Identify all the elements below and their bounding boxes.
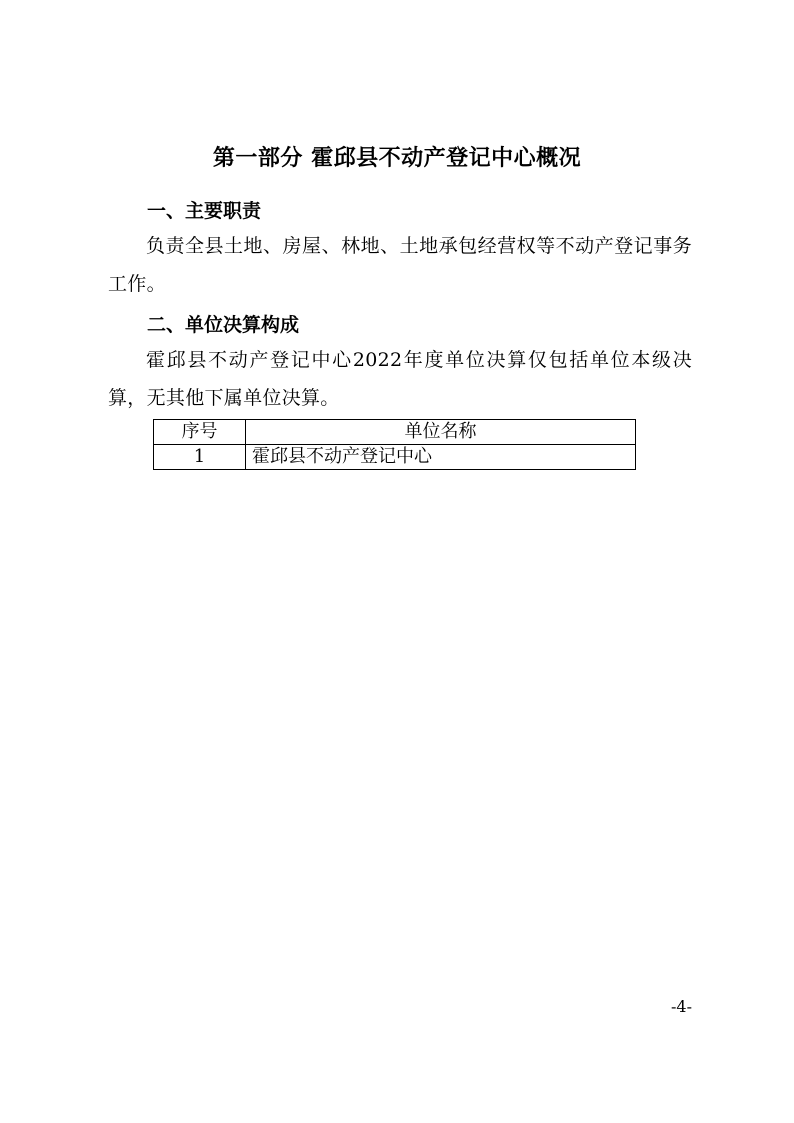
section-body-budget-composition: 霍邱县不动产登记中心2022年度单位决算仅包括单位本级决算，无其他下属单位决算。 — [108, 349, 692, 409]
column-header-unit-name: 单位名称 — [246, 420, 636, 445]
table-row — [154, 445, 636, 470]
page-number: -4- — [671, 997, 692, 1016]
section-body-main-duties: 负责全县土地、房屋、林地、土地承包经营权等不动产登记事务工作。 — [108, 235, 692, 295]
section-heading-main-duties: 一、主要职责 — [147, 200, 262, 222]
section-heading-budget-composition: 二、单位决算构成 — [147, 314, 300, 336]
table-header-row — [154, 420, 636, 445]
column-header-serial: 序号 — [154, 420, 246, 445]
table-cell-unit-name: 霍邱县不动产登记中心 — [246, 445, 636, 470]
unit-table — [153, 419, 636, 470]
page-title: 第一部分 霍邱县不动产登记中心概况 — [212, 146, 582, 171]
table-cell-serial: 1 — [154, 445, 246, 470]
